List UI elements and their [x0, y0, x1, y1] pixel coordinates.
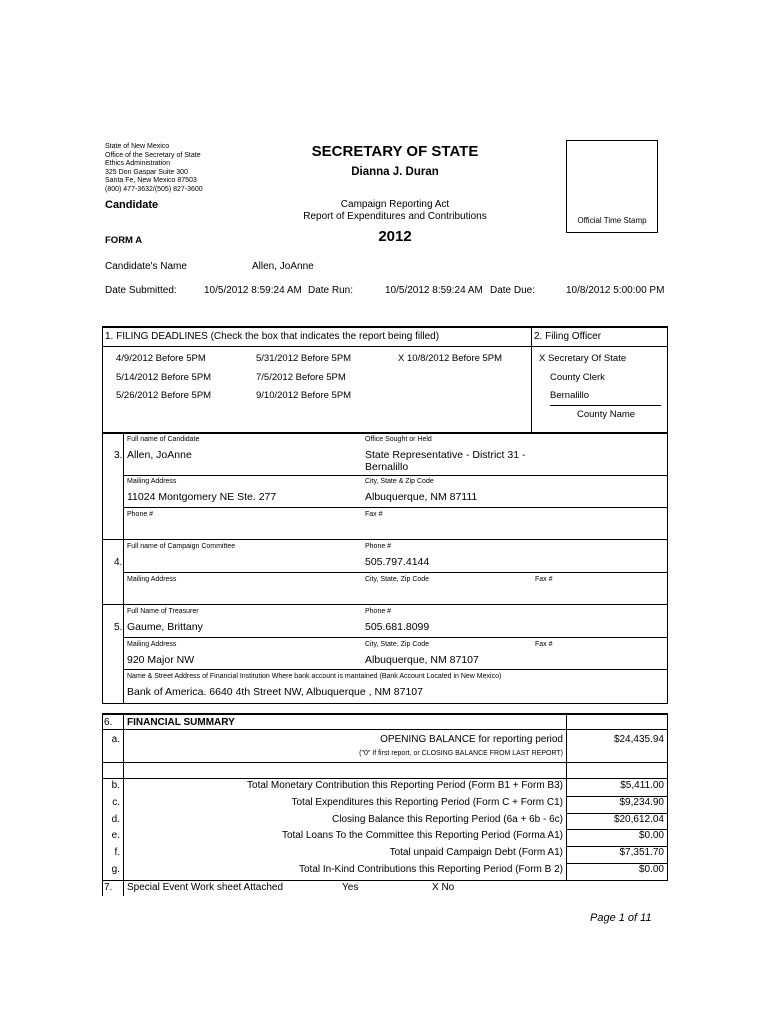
candidate-city: Albuquerque, NM 87111 [365, 491, 478, 503]
opening-balance-label: OPENING BALANCE for reporting period [380, 734, 563, 745]
candidate-heading: Candidate [105, 199, 159, 211]
field-label: Phone # [365, 543, 392, 550]
officer-option[interactable]: County Clerk [550, 372, 605, 383]
summary-row-label: Total In-Kind Contributions this Reporting Period (Form B 2) [298, 864, 563, 875]
summary-row-label: Total Expenditures this Reporting Period (Form C + Form C1) [291, 796, 563, 808]
candidate-mailing: 11024 Montgomery NE Ste. 277 [127, 491, 277, 503]
deadline-option[interactable]: 9/10/2012 Before 5PM [256, 390, 352, 401]
officer-option[interactable]: X Secretary Of State [539, 353, 627, 364]
summary-row-value: $9,234.90 [619, 796, 664, 808]
office-title: SECRETARY OF STATE [311, 143, 479, 160]
county-value: Bernalillo [550, 390, 590, 401]
summary-row-value: $5,411.00 [620, 780, 664, 791]
field-label: Full name of Candidate [127, 436, 200, 443]
field-label: Phone # [365, 608, 392, 615]
field-label: Full name of Campaign Committee [127, 543, 236, 550]
field-label: City, State, Zip Code [365, 641, 430, 648]
official-name: Dianna J. Duran [351, 166, 439, 178]
office-sought-line2: Bernalillo [365, 461, 409, 473]
report-title: Report of Expenditures and Contributions [303, 211, 487, 222]
row-letter: e. [111, 830, 120, 842]
county-name-label: County Name [577, 409, 636, 420]
section-number: 5. [114, 622, 123, 633]
report-year: 2012 [378, 228, 412, 245]
row-letter: a. [111, 734, 120, 745]
field-label: Office Sought or Held [365, 436, 432, 443]
candidate-full-name: Allen, JoAnne [127, 449, 192, 461]
filing-deadlines-title: 1. FILING DEADLINES (Check the box that indicates the report being filled) [105, 331, 440, 342]
page-number: Page 1 of 11 [590, 912, 652, 924]
field-label: Full Name of Treasurer [127, 608, 199, 615]
treasurer-phone: 505.681.8099 [365, 621, 430, 633]
section-number: 6. [104, 717, 113, 728]
row-letter: c. [112, 796, 120, 808]
summary-row-value: $0.00 [638, 830, 664, 842]
date-due-label: Date Due: [490, 285, 536, 296]
section-number: 4. [114, 557, 123, 568]
address-line: Office of the Secretary of State [105, 151, 201, 159]
field-label: Phone # [127, 511, 154, 518]
deadline-option[interactable]: 5/14/2012 Before 5PM [116, 372, 212, 383]
field-label: Mailing Address [127, 641, 177, 648]
candidate-name: Allen, JoAnne [252, 261, 314, 272]
deadline-option[interactable]: 7/5/2012 Before 5PM [256, 372, 346, 383]
row-letter: b. [111, 780, 120, 791]
treasurer-name: Gaume, Brittany [127, 621, 203, 633]
summary-row-label: Total Monetary Contribution this Reporting Period (Form B1 + Form B3) [247, 780, 563, 791]
field-label: Fax # [535, 641, 553, 648]
field-label: Mailing Address [127, 478, 177, 485]
deadline-option[interactable]: 5/26/2012 Before 5PM [116, 390, 212, 401]
summary-row-label: Total Loans To the Committee this Reporting Period (Forma A1) [281, 830, 563, 842]
office-address [105, 143, 203, 194]
financial-summary-title: FINANCIAL SUMMARY [127, 717, 235, 728]
bank-address: Bank of America. 6640 4th Street NW, Albuquerque , NM 87107 [127, 686, 423, 698]
address-line: State of New Mexico [105, 143, 170, 150]
date-due: 10/8/2012 5:00:00 PM [566, 285, 665, 296]
address-line: 325 Don Gaspar Suite 300 [105, 168, 188, 176]
summary-row-value: $20,612.04 [613, 813, 664, 825]
field-label: Fax # [535, 576, 553, 583]
date-run-label: Date Run: [308, 285, 354, 296]
summary-row-label: Total unpaid Campaign Debt (Form A1) [389, 847, 563, 859]
deadline-option[interactable]: 4/9/2012 Before 5PM [116, 353, 206, 364]
address-line: Santa Fe, New Mexico 87503 [105, 177, 197, 184]
section-number: 7. [104, 882, 113, 893]
deadline-option[interactable]: 5/31/2012 Before 5PM [256, 353, 352, 364]
act-title: Campaign Reporting Act [340, 199, 450, 210]
summary-row-value: $0.00 [638, 864, 664, 875]
row-letter: g. [111, 864, 120, 875]
candidate-name-label: Candidate's Name [105, 261, 187, 272]
summary-row-label: Closing Balance this Reporting Period (6a + 6b - 6c) [332, 813, 563, 825]
treasurer-city: Albuquerque, NM 87107 [365, 654, 479, 666]
time-stamp-box [566, 140, 658, 233]
date-run: 10/5/2012 8:59:24 AM [385, 285, 483, 296]
time-stamp-label: Official Time Stamp [577, 216, 647, 225]
field-label: Name & Street Address of Financial Institution Where bank account is mantained (Bank Account Located in New Mexico) [127, 673, 502, 680]
special-event-yes[interactable]: Yes [342, 882, 359, 893]
filing-officer-title: 2. Filing Officer [534, 331, 602, 342]
special-event-label: Special Event Work sheet Attached [127, 882, 284, 893]
section-number: 3. [114, 450, 123, 461]
field-label: Fax # [365, 511, 383, 518]
row-letter: d. [111, 813, 120, 825]
office-sought: State Representative - District 31 - [365, 449, 526, 461]
summary-row-value: $7,351.70 [619, 847, 664, 859]
special-event-no[interactable]: X No [432, 882, 455, 893]
address-line: (800) 477-3632/(505) 827-3600 [105, 185, 203, 193]
treasurer-mailing: 920 Major NW [127, 654, 195, 666]
field-label: City, State & Zip Code [365, 478, 434, 485]
address-line: Ethics Administration [105, 160, 170, 167]
row-letter: f. [114, 847, 120, 859]
date-submitted: 10/5/2012 8:59:24 AM [204, 285, 302, 296]
field-label: Mailing Address [127, 576, 177, 583]
committee-phone: 505.797.4144 [365, 556, 430, 568]
opening-balance-value: $24,435.94 [613, 734, 664, 745]
date-submitted-label: Date Submitted: [105, 285, 177, 296]
form-label: FORM A [105, 235, 143, 246]
field-label: City, State, Zip Code [365, 576, 430, 583]
opening-balance-note: ("0" If first report, or CLOSING BALANCE FROM LAST REPORT) [359, 750, 563, 757]
deadline-option[interactable]: X 10/8/2012 Before 5PM [398, 353, 503, 364]
